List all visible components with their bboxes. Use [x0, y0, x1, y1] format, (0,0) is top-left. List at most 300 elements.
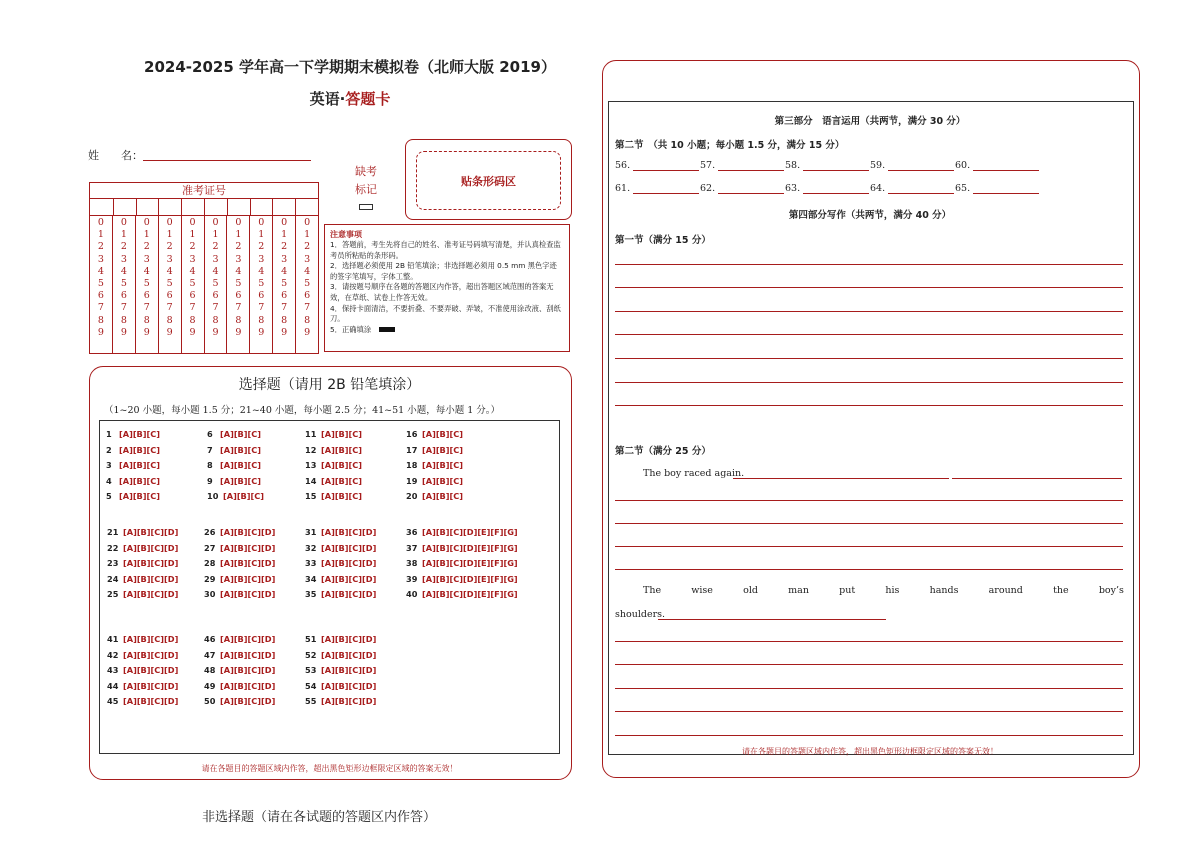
ticket-digit-bubble[interactable]: 7 [189, 302, 196, 314]
question-number: 38 [406, 558, 418, 569]
question-number: 28 [204, 558, 216, 569]
ticket-digit-bubble[interactable]: 7 [120, 302, 127, 314]
answer-options[interactable]: [A][B][C] [321, 460, 363, 471]
ticket-digit-bubble[interactable]: 7 [281, 302, 288, 314]
ticket-digit-column[interactable] [227, 215, 250, 353]
question-30[interactable] [204, 589, 275, 599]
writing-line[interactable] [615, 523, 1123, 524]
ticket-digit-bubble[interactable]: 6 [235, 290, 242, 302]
question-number: 11 [305, 429, 317, 439]
para1-line[interactable] [952, 478, 1122, 479]
answer-options[interactable]: [A][B][C] [220, 460, 262, 471]
ticket-number-write-row[interactable] [90, 199, 318, 216]
ticket-digit-bubble[interactable]: 8 [258, 314, 265, 326]
ticket-digit-bubble[interactable]: 0 [143, 217, 150, 228]
blank-row [615, 183, 1040, 194]
ticket-digit-column[interactable] [113, 215, 136, 353]
question-10[interactable] [207, 491, 264, 501]
ticket-digit-bubble[interactable]: 6 [120, 290, 127, 302]
answer-options[interactable]: [A][B][C][D] [220, 542, 276, 553]
ticket-digit-bubble[interactable]: 0 [166, 217, 173, 228]
ticket-digit-bubble[interactable]: 9 [143, 326, 150, 338]
question-31[interactable] [305, 527, 376, 537]
absent-mark-box[interactable] [359, 204, 373, 210]
ticket-digit-bubble[interactable]: 3 [166, 253, 173, 265]
ticket-digit-bubble[interactable]: 1 [258, 229, 265, 241]
answer-options[interactable]: [A][B][C][D] [321, 527, 377, 537]
question-6[interactable] [207, 429, 261, 439]
ticket-digit-column[interactable] [159, 215, 182, 353]
blank-item[interactable] [870, 160, 955, 171]
ticket-digit-bubble[interactable]: 9 [304, 326, 311, 338]
question-number: 30 [204, 589, 216, 600]
question-12[interactable] [305, 445, 362, 455]
ticket-digit-bubble[interactable]: 1 [120, 229, 127, 241]
ticket-digit-column[interactable] [273, 215, 296, 353]
question-number: 17 [406, 444, 418, 455]
ticket-digit-bubble[interactable]: 5 [212, 278, 219, 290]
question-42[interactable] [107, 650, 178, 660]
writing-line[interactable] [615, 382, 1123, 383]
ticket-digit-bubble[interactable]: 2 [97, 241, 104, 253]
question-44[interactable] [107, 681, 178, 691]
ticket-digit-bubble[interactable]: 2 [235, 241, 242, 253]
ticket-digit-bubble[interactable]: 3 [212, 253, 219, 265]
answer-options[interactable]: [A][B][C] [422, 444, 464, 455]
writing-line[interactable] [615, 334, 1123, 335]
blank-item[interactable] [785, 160, 870, 171]
ticket-digit-bubble[interactable]: 8 [304, 314, 311, 326]
question-43[interactable] [107, 665, 178, 675]
name-field[interactable] [143, 160, 311, 161]
ticket-digit-bubble[interactable]: 3 [258, 253, 265, 265]
question-20[interactable] [406, 491, 463, 501]
writing-line[interactable] [615, 664, 1123, 665]
blank-item[interactable] [870, 183, 955, 194]
answer-options[interactable]: [A][B][C][D] [220, 649, 276, 660]
ticket-digit-bubble[interactable]: 5 [258, 278, 265, 290]
ticket-digit-bubble[interactable]: 7 [212, 302, 219, 314]
ticket-digit-bubble[interactable]: 9 [120, 326, 127, 338]
question-54[interactable] [305, 681, 376, 691]
answer-options[interactable]: [A][B][C][D] [321, 589, 377, 600]
paragraph1-start [643, 468, 744, 479]
ticket-digit-bubble[interactable]: 4 [235, 265, 242, 277]
ticket-digit-bubble[interactable]: 1 [235, 229, 242, 241]
question-14[interactable] [305, 476, 362, 486]
question-13[interactable] [305, 460, 362, 470]
answer-options[interactable]: [A][B][C] [321, 475, 363, 486]
question-45[interactable] [107, 696, 178, 706]
question-52[interactable] [305, 650, 376, 660]
question-53[interactable] [305, 665, 376, 675]
question-11[interactable] [305, 429, 362, 439]
question-9[interactable] [207, 476, 261, 486]
question-49[interactable] [204, 681, 275, 691]
answer-options[interactable]: [A][B][C][D] [123, 680, 179, 691]
question-number: 2 [106, 444, 112, 455]
question-29[interactable] [204, 574, 275, 584]
ticket-digit-bubble[interactable]: 3 [235, 253, 242, 265]
ticket-digit-bubble[interactable]: 1 [304, 229, 311, 241]
question-5[interactable] [106, 491, 160, 501]
ticket-digit-bubble[interactable]: 1 [166, 229, 173, 241]
blank-item[interactable] [615, 160, 700, 171]
answer-options[interactable]: [A][B][C][D][E][F][G] [422, 527, 518, 537]
ticket-digit-bubble[interactable]: 7 [166, 302, 173, 314]
ticket-digit-bubble[interactable]: 5 [189, 278, 196, 290]
ticket-digit-bubble[interactable]: 9 [235, 326, 242, 338]
question-26[interactable] [204, 527, 275, 537]
question-number: 53 [305, 665, 317, 676]
ticket-digit-bubble[interactable]: 8 [212, 314, 219, 326]
answer-options[interactable]: [A][B][C][D] [321, 542, 377, 553]
ticket-digit-bubble[interactable]: 5 [235, 278, 242, 290]
answer-options[interactable]: [A][B][C] [422, 429, 464, 439]
question-17[interactable] [406, 445, 463, 455]
writing-line[interactable] [615, 405, 1123, 406]
answer-options[interactable]: [A][B][C][D] [123, 558, 179, 569]
ticket-digit-bubble[interactable]: 0 [97, 217, 104, 228]
para2-word: the [1053, 585, 1069, 596]
ticket-digit-bubble[interactable]: 0 [281, 217, 288, 228]
ticket-digit-bubble[interactable]: 0 [212, 217, 219, 228]
ticket-digit-bubble[interactable]: 4 [166, 265, 173, 277]
ticket-digit-bubble[interactable]: 5 [304, 278, 311, 290]
para2-word: old [743, 585, 758, 596]
ticket-digit-bubble[interactable]: 1 [189, 229, 196, 241]
question-number: 44 [107, 680, 119, 691]
question-number: 51 [305, 634, 317, 644]
ticket-digit-bubble[interactable]: 6 [189, 290, 196, 302]
answer-options[interactable]: [A][B][C] [119, 460, 161, 471]
ticket-digit-bubble[interactable]: 3 [120, 253, 127, 265]
answer-options[interactable]: [A][B][C][D] [220, 696, 276, 707]
answer-options[interactable]: [A][B][C][D] [123, 589, 179, 600]
question-51[interactable] [305, 634, 376, 644]
answer-options[interactable]: [A][B][C][D] [220, 680, 276, 691]
ticket-digit-bubble[interactable]: 7 [304, 302, 311, 314]
ticket-digit-bubble[interactable]: 3 [143, 253, 150, 265]
ticket-digit-column[interactable] [296, 215, 318, 353]
blank-number: 59. [870, 160, 886, 171]
answer-options[interactable]: [A][B][C] [119, 429, 161, 439]
answer-options[interactable]: [A][B][C][D][E][F][G] [422, 589, 518, 600]
ticket-digit-bubble[interactable]: 0 [235, 217, 242, 228]
blank-item[interactable] [785, 183, 870, 194]
blank-line[interactable] [888, 183, 954, 194]
answer-options[interactable]: [A][B][C][D] [321, 649, 377, 660]
ticket-digit-bubble[interactable]: 1 [212, 229, 219, 241]
ticket-digit-bubble[interactable]: 6 [212, 290, 219, 302]
ticket-digit-bubble[interactable]: 2 [189, 241, 196, 253]
ticket-digit-bubble[interactable]: 4 [97, 265, 104, 277]
answer-options[interactable]: [A][B][C][D] [321, 573, 377, 584]
ticket-digit-column[interactable] [90, 215, 113, 353]
answer-options[interactable]: [A][B][C][D] [123, 527, 179, 537]
question-18[interactable] [406, 460, 463, 470]
writing-line[interactable] [615, 735, 1123, 736]
ticket-digit-bubble[interactable]: 5 [166, 278, 173, 290]
question-48[interactable] [204, 665, 275, 675]
ticket-digit-bubble[interactable]: 7 [97, 302, 104, 314]
ticket-digit-bubble[interactable]: 8 [97, 314, 104, 326]
question-8[interactable] [207, 460, 261, 470]
answer-options[interactable]: [A][B][C] [321, 429, 363, 439]
writing-line[interactable] [615, 641, 1123, 642]
answer-options[interactable]: [A][B][C][D] [321, 558, 377, 569]
question-number: 33 [305, 558, 317, 569]
subtitle [0, 88, 700, 109]
question-number: 16 [406, 429, 418, 439]
question-number: 20 [406, 491, 418, 502]
question-47[interactable] [204, 650, 275, 660]
ticket-digit-bubble[interactable]: 4 [120, 265, 127, 277]
answer-options[interactable]: [A][B][C] [220, 475, 262, 486]
ticket-digit-bubble[interactable]: 8 [189, 314, 196, 326]
question-1[interactable] [106, 429, 160, 439]
question-37[interactable] [406, 543, 518, 553]
answer-options[interactable]: [A][B][C] [220, 444, 262, 455]
answer-options[interactable]: [A][B][C] [220, 429, 262, 439]
question-33[interactable] [305, 558, 376, 568]
ticket-digit-bubble[interactable]: 5 [97, 278, 104, 290]
question-25[interactable] [107, 589, 178, 599]
ticket-digit-bubble[interactable]: 0 [120, 217, 127, 228]
ticket-digit-bubble[interactable]: 2 [258, 241, 265, 253]
ticket-digit-bubble[interactable]: 5 [120, 278, 127, 290]
ticket-digit-bubble[interactable]: 4 [258, 265, 265, 277]
ticket-digit-bubble[interactable]: 1 [97, 229, 104, 241]
blank-line[interactable] [888, 160, 954, 171]
answer-options[interactable]: [A][B][C][D] [123, 696, 179, 707]
ticket-digit-bubble[interactable]: 7 [143, 302, 150, 314]
answer-options[interactable]: [A][B][C] [422, 460, 464, 471]
question-number: 13 [305, 460, 317, 471]
ticket-divider [204, 199, 205, 215]
ticket-digit-bubble[interactable]: 5 [143, 278, 150, 290]
ticket-digit-bubble[interactable]: 8 [281, 314, 288, 326]
writing-line[interactable] [615, 688, 1123, 689]
notes-title: 注意事项 [330, 230, 362, 239]
question-number: 36 [406, 527, 418, 537]
blank-item[interactable] [955, 183, 1040, 194]
question-19[interactable] [406, 476, 463, 486]
answer-options[interactable]: [A][B][C][D] [321, 634, 377, 644]
answer-options[interactable]: [A][B][C][D][E][F][G] [422, 542, 518, 553]
ticket-digit-bubble[interactable]: 6 [258, 290, 265, 302]
answer-options[interactable]: [A][B][C][D][E][F][G] [422, 573, 518, 584]
question-35[interactable] [305, 589, 376, 599]
question-4[interactable] [106, 476, 160, 486]
question-55[interactable] [305, 696, 376, 706]
ticket-digit-bubble[interactable]: 2 [212, 241, 219, 253]
ticket-digit-bubble[interactable]: 2 [281, 241, 288, 253]
question-41[interactable] [107, 634, 178, 644]
question-34[interactable] [305, 574, 376, 584]
question-2[interactable] [106, 445, 160, 455]
question-46[interactable] [204, 634, 275, 644]
writing-line[interactable] [615, 358, 1123, 359]
question-32[interactable] [305, 543, 376, 553]
ticket-digit-bubble[interactable]: 2 [166, 241, 173, 253]
section2-heading: 第二节 （共 10 小题；每小题 1.5 分，满分 15 分） [615, 140, 845, 151]
blank-line[interactable] [803, 183, 869, 194]
answer-options[interactable]: [A][B][C][D] [321, 680, 377, 691]
question-36[interactable] [406, 527, 518, 537]
blank-line[interactable] [803, 160, 869, 171]
question-number: 22 [107, 542, 119, 553]
ticket-digit-bubble[interactable]: 4 [189, 265, 196, 277]
writing-line[interactable] [615, 500, 1123, 501]
para2-line[interactable] [658, 619, 886, 620]
blank-line[interactable] [718, 183, 784, 194]
question-15[interactable] [305, 491, 362, 501]
question-39[interactable] [406, 574, 518, 584]
writing-line[interactable] [615, 546, 1123, 547]
blank-item[interactable] [700, 183, 785, 194]
ticket-digit-column[interactable] [182, 215, 205, 353]
writing-line[interactable] [615, 264, 1123, 265]
question-22[interactable] [107, 543, 178, 553]
ticket-digit-bubble[interactable]: 9 [212, 326, 219, 338]
answer-options[interactable]: [A][B][C][D] [123, 665, 179, 676]
ticket-digit-bubble[interactable]: 9 [166, 326, 173, 338]
blank-line[interactable] [973, 183, 1039, 194]
ticket-digit-bubble[interactable]: 6 [97, 290, 104, 302]
ticket-digit-bubble[interactable]: 8 [235, 314, 242, 326]
question-number: 54 [305, 680, 317, 691]
question-3[interactable] [106, 460, 160, 470]
ticket-digit-bubble[interactable]: 0 [304, 217, 311, 228]
para1-line[interactable] [733, 478, 949, 479]
ticket-divider [295, 199, 296, 215]
answer-options[interactable]: [A][B][C][D][E][F][G] [422, 558, 518, 569]
ticket-digit-bubble[interactable]: 4 [304, 265, 311, 277]
answer-options[interactable]: [A][B][C][D] [123, 649, 179, 660]
writing-line[interactable] [615, 287, 1123, 288]
ticket-digit-bubble[interactable]: 3 [189, 253, 196, 265]
ticket-digit-bubble[interactable]: 4 [212, 265, 219, 277]
ticket-digit-bubble[interactable]: 7 [258, 302, 265, 314]
answer-options[interactable]: [A][B][C] [119, 491, 161, 502]
question-50[interactable] [204, 696, 275, 706]
answer-options[interactable]: [A][B][C] [321, 444, 363, 455]
ticket-digit-bubble[interactable]: 4 [281, 265, 288, 277]
ticket-digit-bubble[interactable]: 0 [258, 217, 265, 228]
ticket-digit-bubble[interactable]: 5 [281, 278, 288, 290]
ticket-digit-bubble[interactable]: 6 [304, 290, 311, 302]
ticket-digit-bubble[interactable]: 8 [120, 314, 127, 326]
ticket-digit-bubble[interactable]: 8 [166, 314, 173, 326]
answer-options[interactable]: [A][B][C][D] [321, 696, 377, 707]
answer-options[interactable]: [A][B][C][D] [220, 527, 276, 537]
question-16[interactable] [406, 429, 463, 439]
ticket-digit-bubble[interactable]: 8 [143, 314, 150, 326]
question-27[interactable] [204, 543, 275, 553]
blank-line[interactable] [973, 160, 1039, 171]
ticket-digit-bubble[interactable]: 9 [258, 326, 265, 338]
ticket-digit-column[interactable] [136, 215, 159, 353]
ticket-digit-bubble[interactable]: 2 [304, 241, 311, 253]
writing-line[interactable] [615, 311, 1123, 312]
question-23[interactable] [107, 558, 178, 568]
answer-options[interactable]: [A][B][C][D] [220, 589, 276, 600]
ticket-digit-column[interactable] [205, 215, 228, 353]
ticket-digit-bubble[interactable]: 9 [97, 326, 104, 338]
ticket-digit-bubble[interactable]: 1 [143, 229, 150, 241]
question-38[interactable] [406, 558, 518, 568]
blank-item[interactable] [700, 160, 785, 171]
answer-options[interactable]: [A][B][C] [422, 475, 464, 486]
answer-options[interactable]: [A][B][C][D] [220, 558, 276, 569]
ticket-digit-bubble[interactable]: 9 [281, 326, 288, 338]
ticket-digit-bubble[interactable]: 6 [166, 290, 173, 302]
question-21[interactable] [107, 527, 178, 537]
answer-options[interactable]: [A][B][C] [119, 475, 161, 486]
answer-options[interactable]: [A][B][C][D] [123, 573, 179, 584]
blank-line[interactable] [718, 160, 784, 171]
ticket-digit-bubble[interactable]: 7 [235, 302, 242, 314]
ticket-digit-bubble[interactable]: 2 [143, 241, 150, 253]
answer-options[interactable]: [A][B][C][D] [123, 634, 179, 644]
writing-warning: 请在各题目的答题区域内作答，超出黑色矩形边框限定区域的答案无效！ [742, 747, 998, 756]
mc-title: 选择题（请用 2B 铅笔填涂） [238, 377, 421, 393]
ticket-digit-bubble[interactable]: 3 [97, 253, 104, 265]
answer-options[interactable]: [A][B][C] [422, 491, 464, 502]
ticket-digit-bubble[interactable]: 0 [189, 217, 196, 228]
blank-item[interactable] [955, 160, 1040, 171]
writing-line[interactable] [615, 711, 1123, 712]
ticket-digit-columns[interactable] [90, 215, 318, 353]
ticket-digit-column[interactable] [250, 215, 273, 353]
mc-warning: 请在各题目的答题区域内作答，超出黑色矩形边框限定区域的答案无效！ [201, 764, 458, 773]
question-24[interactable] [107, 574, 178, 584]
ticket-digit-bubble[interactable]: 2 [120, 241, 127, 253]
ticket-digit-bubble[interactable]: 3 [304, 253, 311, 265]
blank-line[interactable] [633, 183, 699, 194]
name-label: 姓 名： [88, 149, 143, 162]
ticket-digit-bubble[interactable]: 4 [143, 265, 150, 277]
ticket-digit-bubble[interactable]: 3 [281, 253, 288, 265]
mc-scoring-note: （1~20 小题，每小题 1.5 分；21~40 小题，每小题 2.5 分；41~51 小题，每小题 1 分。） [104, 405, 501, 416]
absent-mark-label [346, 163, 386, 199]
question-28[interactable] [204, 558, 275, 568]
question-7[interactable] [207, 445, 261, 455]
blank-item[interactable] [615, 183, 700, 194]
question-number: 52 [305, 649, 317, 660]
blank-number: 62. [700, 183, 716, 194]
answer-options[interactable]: [A][B][C] [119, 444, 161, 455]
answer-options[interactable]: [A][B][C] [223, 491, 265, 502]
answer-options[interactable]: [A][B][C][D] [220, 573, 276, 584]
note-item: 4．保持卡面清洁，不要折叠、不要弄破、弄皱，不准使用涂改液、刮纸刀。 [330, 303, 561, 324]
question-number: 35 [305, 589, 317, 600]
blank-line[interactable] [633, 160, 699, 171]
answer-options[interactable]: [A][B][C][D] [220, 634, 276, 644]
answer-options[interactable]: [A][B][C][D] [321, 665, 377, 676]
ticket-digit-bubble[interactable]: 6 [281, 290, 288, 302]
answer-options[interactable]: [A][B][C][D] [123, 542, 179, 553]
answer-options[interactable]: [A][B][C] [321, 491, 363, 502]
ticket-digit-bubble[interactable]: 1 [281, 229, 288, 241]
note-item: 3．请按题号顺序在各题的答题区内作答，超出答题区域范围的答案无效，在草纸、试卷上作答无效。 [330, 282, 554, 302]
question-40[interactable] [406, 589, 518, 599]
ticket-digit-bubble[interactable]: 6 [143, 290, 150, 302]
ticket-digit-bubble[interactable]: 9 [189, 326, 196, 338]
answer-options[interactable]: [A][B][C][D] [220, 665, 276, 676]
writing-line[interactable] [615, 569, 1123, 570]
